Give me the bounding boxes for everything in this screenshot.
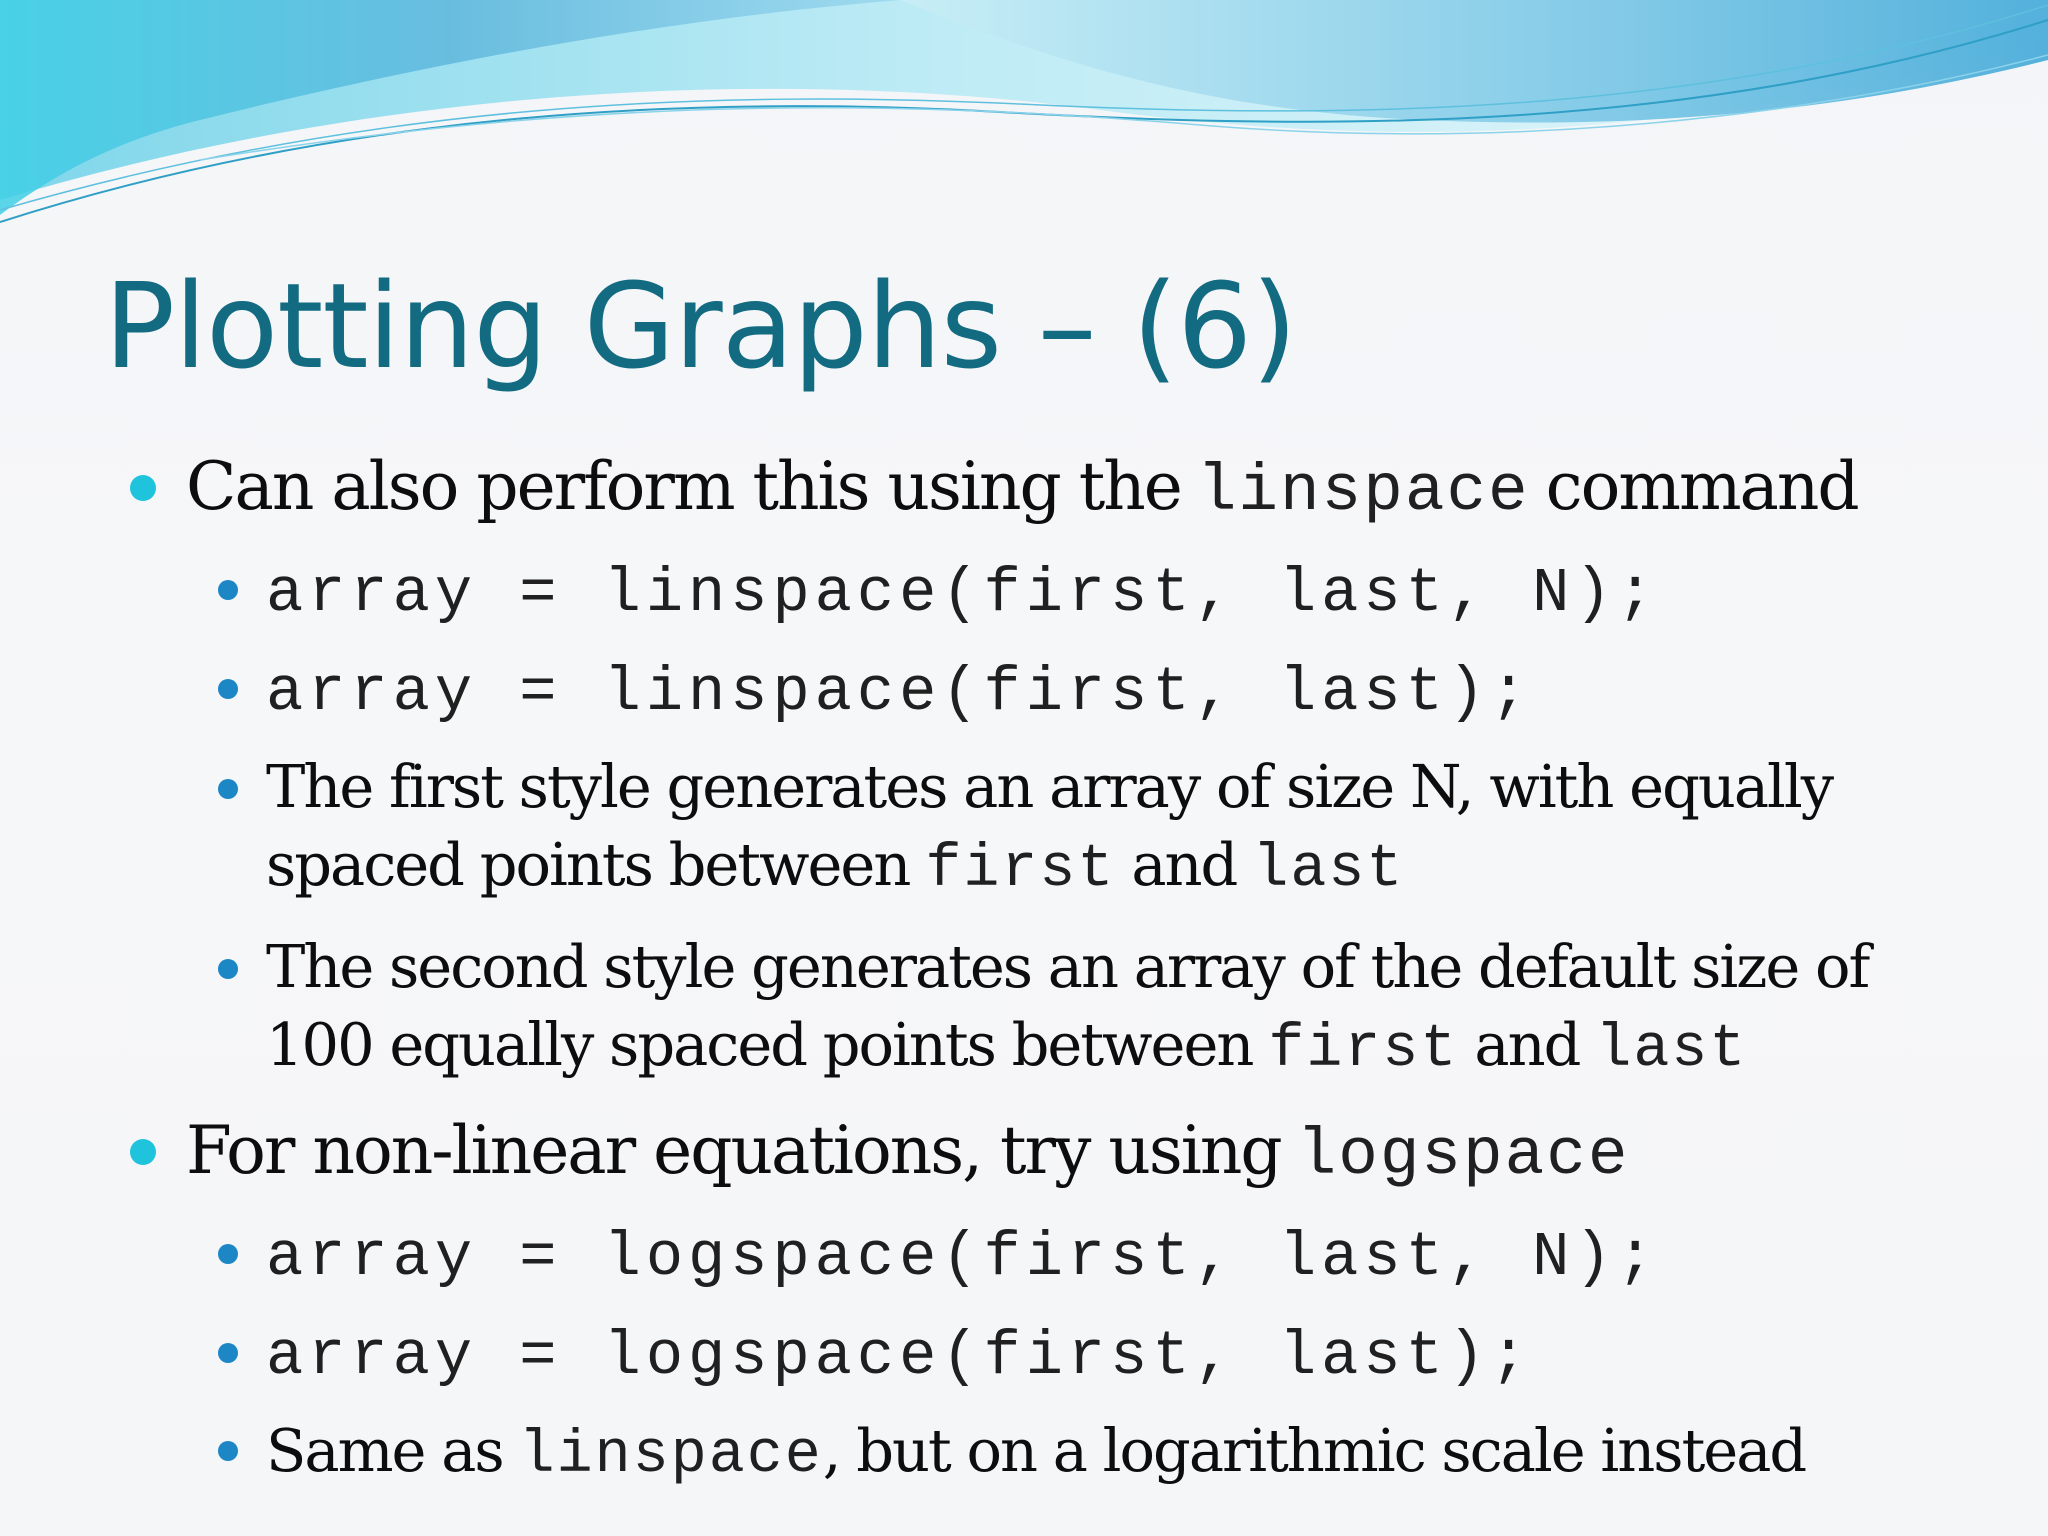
bullet-linspace-intro (186, 449, 1858, 530)
code-first: first (925, 836, 1116, 904)
bullet-dot-icon (130, 475, 156, 501)
code-line: array = linspace(first, last, N); (266, 558, 1659, 629)
bullet-text: The second style generates an array of the default size of (266, 932, 1869, 1001)
bullet-text: 100 equally spaced points between (266, 1010, 1253, 1079)
bullet-dot-icon (130, 1139, 156, 1165)
bullet-text: spaced points between (266, 830, 910, 899)
code-linspace: linspace (518, 1422, 823, 1490)
bullet-logspace-desc (266, 1412, 1805, 1495)
bullet-text: Can also perform this using the (186, 448, 1181, 525)
bullet-first-style (266, 748, 1832, 909)
bullet-dot-icon (218, 1343, 238, 1363)
bullet-dot-icon (218, 1441, 238, 1461)
bullet-logspace-n (266, 1215, 1659, 1297)
bullet-text: and (1474, 1010, 1580, 1079)
bullet-dot-icon (218, 779, 238, 799)
bullet-dot-icon (218, 679, 238, 699)
slide-title: Plotting Graphs – (6) (104, 257, 1297, 395)
code-linspace: linspace (1196, 454, 1530, 529)
bullet-text: and (1131, 830, 1237, 899)
code-last: last (1252, 836, 1405, 904)
code-logspace: logspace (1296, 1118, 1630, 1193)
code-line: array = linspace(first, last); (266, 657, 1533, 728)
bullet-dot-icon (218, 1244, 238, 1264)
bullet-text: , but on a logarithmic scale instead (822, 1416, 1806, 1485)
bullet-linspace-default (266, 650, 1532, 732)
bullet-dot-icon (218, 959, 238, 979)
bullet-second-style (266, 928, 1868, 1089)
bullet-text: command (1545, 448, 1858, 525)
bullet-logspace-default (266, 1314, 1532, 1396)
code-line: array = logspace(first, last, N); (266, 1222, 1659, 1293)
bullet-text: Same as (266, 1416, 503, 1485)
bullet-text: For non-linear equations, try using (186, 1112, 1281, 1189)
code-last: last (1595, 1016, 1748, 1084)
bullet-logspace-intro (186, 1113, 1629, 1194)
bullet-dot-icon (218, 580, 238, 600)
bullet-linspace-n (266, 551, 1659, 633)
bullet-text: The first style generates an array of size N, with equally (266, 752, 1833, 821)
code-line: array = logspace(first, last); (266, 1321, 1533, 1392)
code-first: first (1268, 1016, 1459, 1084)
